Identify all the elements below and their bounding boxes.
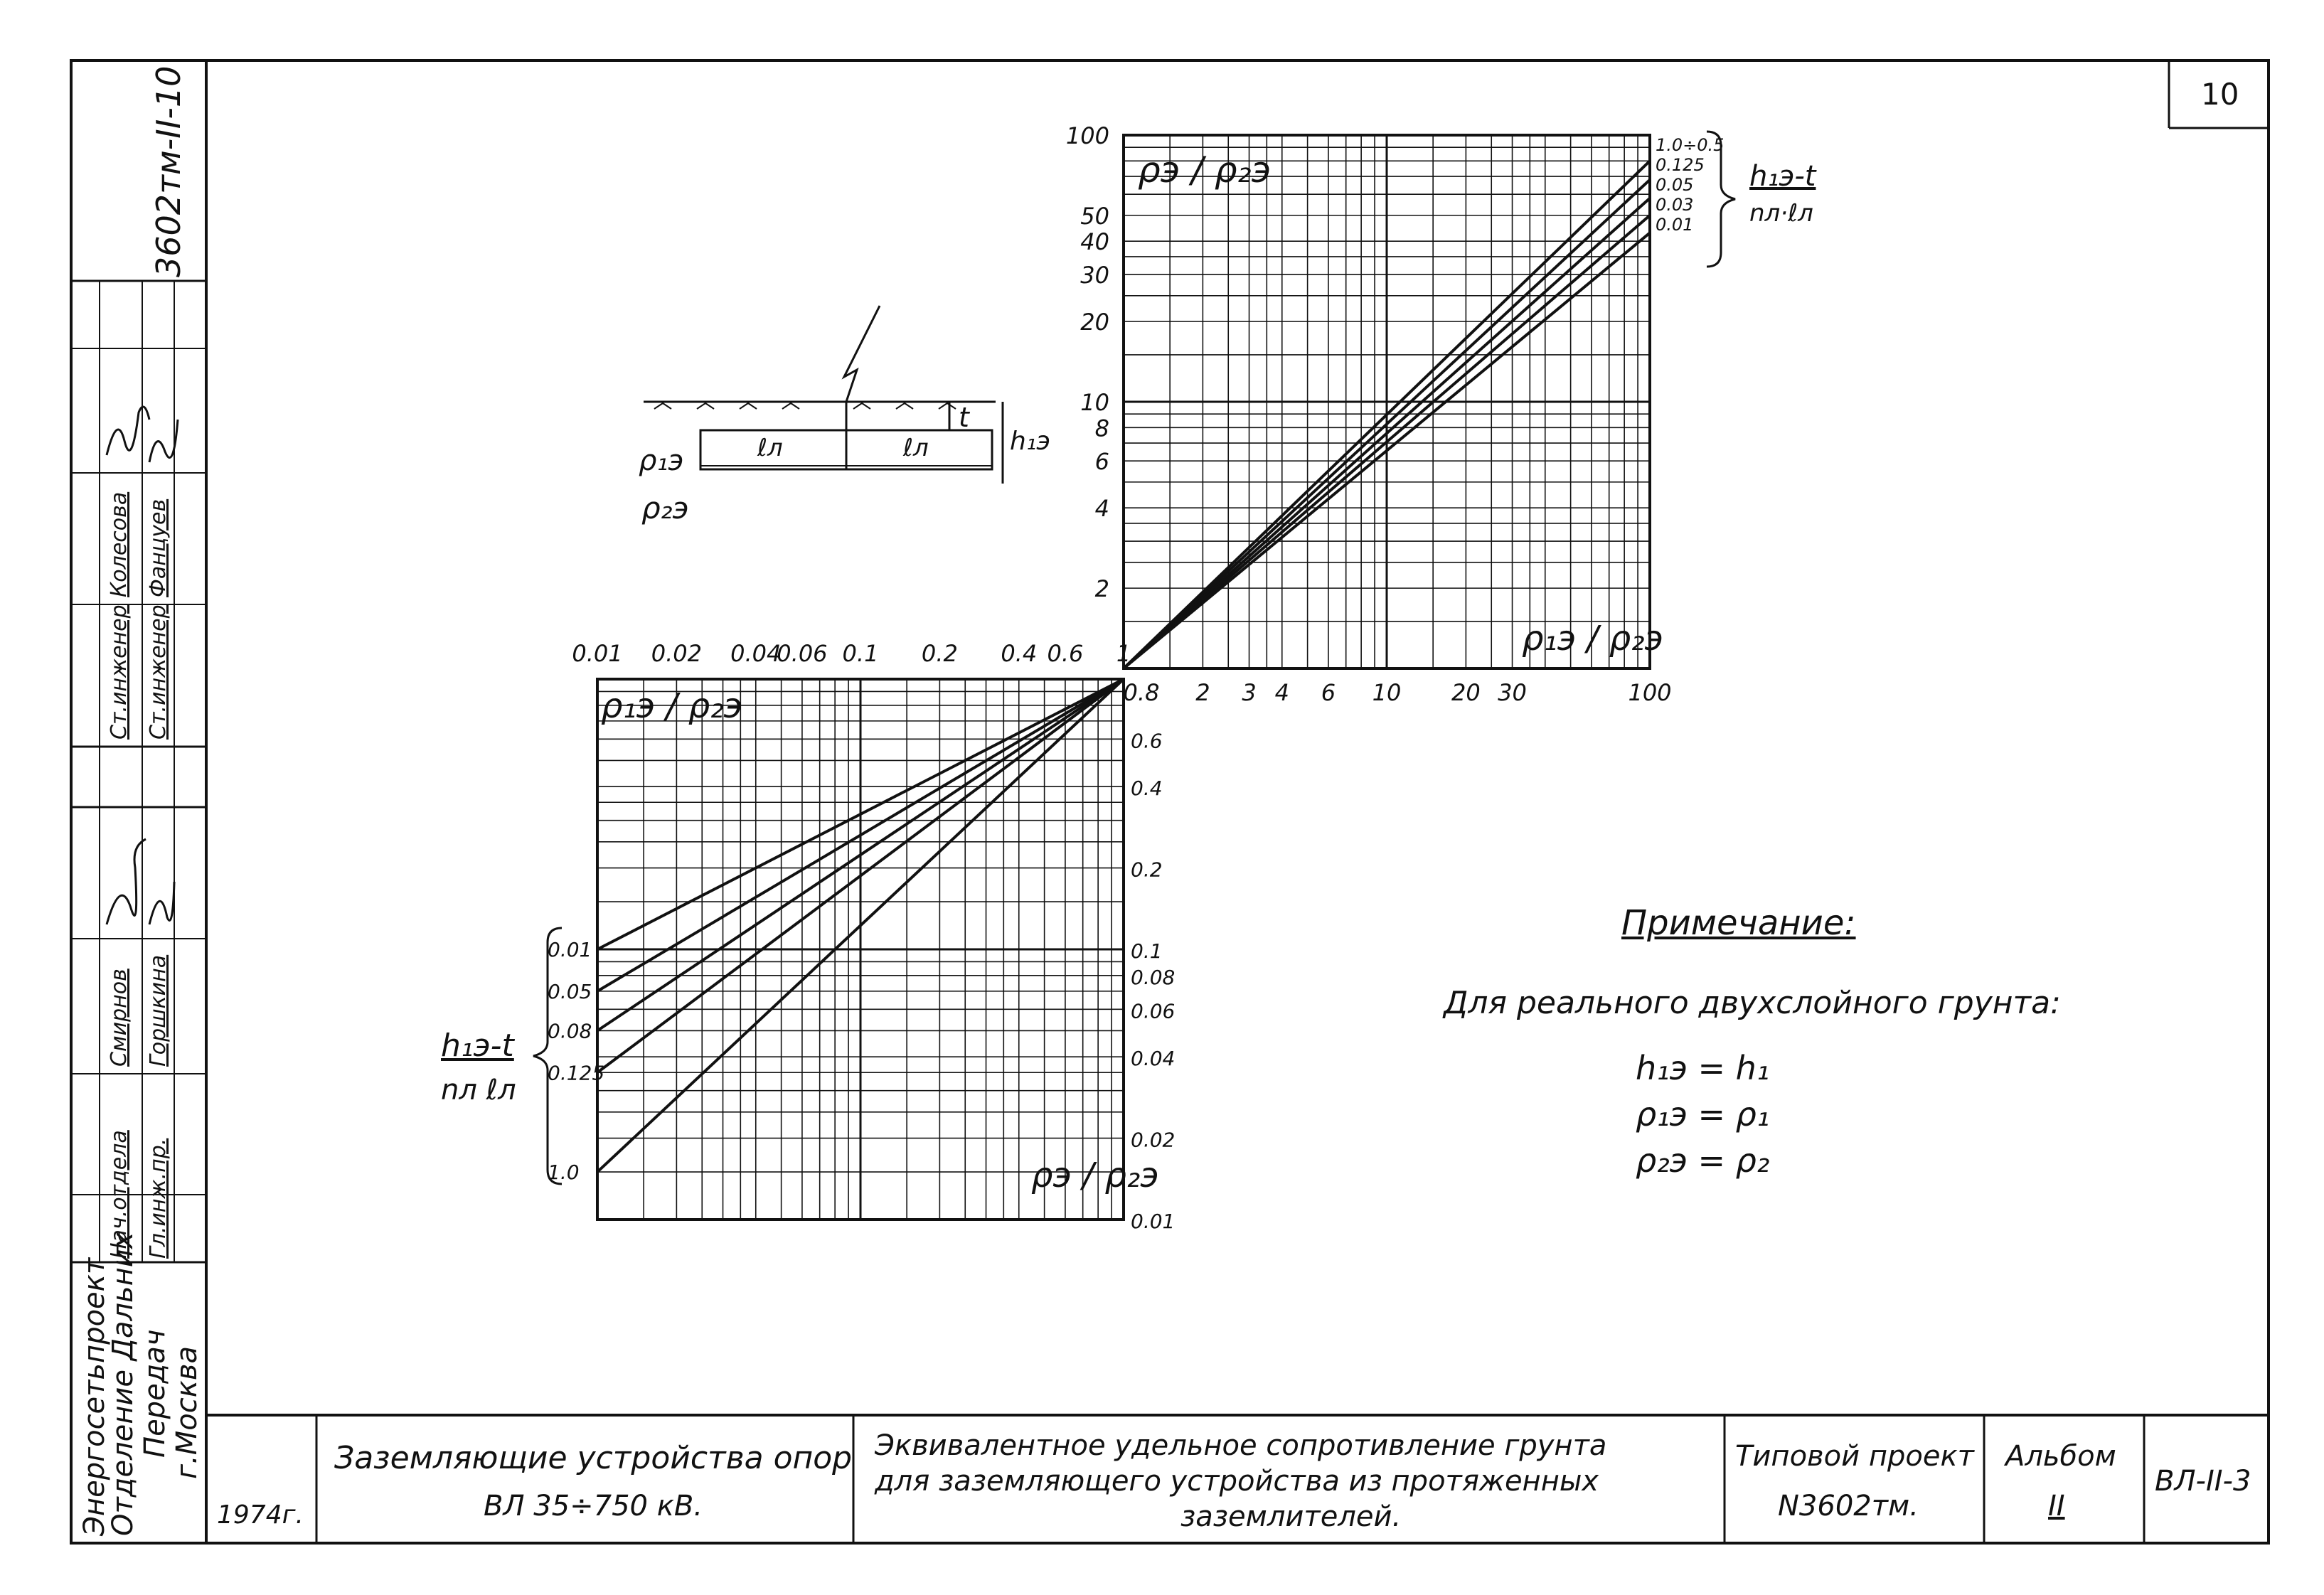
sketch-rho2: ρ₂э: [641, 491, 689, 526]
upper-chart-xlabel: ρ₁э / ρ₂э: [1522, 619, 1663, 658]
org-line-1: Энергосетьпроект: [78, 1257, 111, 1536]
upper-y-tick-9: 2: [1094, 575, 1109, 603]
sketch-rho1: ρ₁э: [639, 444, 684, 477]
org-line-2: Отделение Дальних: [107, 1232, 139, 1536]
lower-y-tick-0: 0.6: [1131, 729, 1163, 753]
lower-curve-label-4: 1.0: [548, 1161, 580, 1185]
lower-curve-label-1: 0.05: [548, 979, 592, 1003]
upper-chart-grid: [1124, 135, 1650, 668]
note-text: Для реального двухслойного грунта:: [1444, 985, 2061, 1021]
lower-x-tick-7: 0.6: [1047, 640, 1084, 667]
org-line-4: г.Москва: [171, 1346, 203, 1479]
sheet-number: 10: [2201, 77, 2239, 112]
sketch-l1: ℓл: [757, 434, 783, 462]
lower-param-den: nл ℓл: [441, 1074, 516, 1106]
upper-curve-label-3: 0.03: [1656, 195, 1694, 215]
lower-chart-title: ρ₁э / ρ₂э: [601, 686, 742, 726]
desc-line-2: для заземляющего устройства из протяженных: [875, 1465, 1599, 1498]
lower-chart-grid: [597, 679, 1124, 1220]
upper-param-num: h₁э-t: [1749, 160, 1816, 193]
upper-curve-label-4: 0.01: [1656, 215, 1694, 235]
lower-y-tick-3: 0.1: [1131, 939, 1163, 963]
lower-param-brace: [530, 924, 565, 1195]
upper-chart-title: ρэ / ρ₂э: [1138, 149, 1272, 191]
upper-x-tick-1: 2: [1195, 679, 1210, 706]
note-eq2: ρ₁э = ρ₁: [1636, 1095, 1770, 1133]
upper-y-tick-8: 4: [1094, 495, 1109, 523]
project-line-1: Типовой проект: [1735, 1440, 1974, 1473]
upper-y-tick-7: 6: [1094, 448, 1109, 476]
upper-x-tick-6: 20: [1451, 679, 1481, 706]
lower-x-tick-6: 0.4: [1001, 640, 1038, 667]
lower-param-num: h₁э-t: [441, 1028, 514, 1064]
lower-x-tick-8: 1: [1116, 640, 1131, 667]
upper-x-tick-7: 30: [1498, 679, 1527, 706]
lower-y-tick-6: 0.04: [1131, 1047, 1176, 1071]
sketch-l2: ℓл: [903, 434, 929, 462]
lower-y-tick-8: 0.01: [1131, 1210, 1176, 1233]
upper-y-tick-2: 40: [1080, 228, 1109, 256]
upper-param-brace: [1703, 128, 1746, 270]
desc-line-1: Эквивалентное удельное сопротивление грунта: [875, 1429, 1607, 1462]
upper-x-tick-2: 3: [1242, 679, 1257, 706]
upper-y-tick-3: 30: [1080, 262, 1109, 289]
stamp-name-4: Фанцуев: [146, 498, 171, 597]
lower-y-tick-2: 0.2: [1131, 858, 1163, 882]
upper-y-tick-5: 10: [1080, 389, 1109, 416]
upper-curve-label-1: 0.125: [1656, 155, 1705, 175]
stamp-role-1: Нач.отдела: [107, 1130, 132, 1259]
upper-x-tick-3: 4: [1274, 679, 1289, 706]
lower-curve-label-3: 0.125: [548, 1061, 605, 1085]
upper-y-tick-6: 8: [1094, 415, 1109, 442]
lower-chart-ticks: [572, 640, 1175, 1233]
upper-curve-label-2: 0.05: [1656, 175, 1694, 195]
lower-x-tick-2: 0.04: [730, 640, 782, 667]
lower-y-tick-5: 0.06: [1131, 999, 1176, 1023]
upper-y-tick-4: 20: [1080, 309, 1109, 336]
lower-x-tick-1: 0.02: [651, 640, 703, 667]
stamp-name-1: Смирнов: [107, 969, 132, 1067]
note-eq3: ρ₂э = ρ₂: [1636, 1141, 1770, 1180]
sheet-code: ВЛ-II-3: [2155, 1465, 2251, 1498]
org-line-3: Передач: [139, 1329, 171, 1458]
note-title: Примечание:: [1621, 903, 1856, 943]
lower-x-tick-3: 0.06: [777, 640, 828, 667]
lower-curve-label-2: 0.08: [548, 1019, 592, 1043]
upper-y-tick-0: 100: [1065, 122, 1109, 149]
lower-y-tick-7: 0.02: [1131, 1128, 1176, 1152]
lower-curve-label-0: 0.01: [548, 938, 592, 961]
upper-curve-label-0: 1.0÷0.5: [1656, 135, 1725, 155]
note-eq1: h₁э = h₁: [1636, 1049, 1770, 1087]
sketch-h: h₁э: [1010, 427, 1051, 456]
sketch-t: t: [959, 402, 969, 433]
desc-line-3: заземлителей.: [1180, 1500, 1402, 1533]
upper-y-tick-1: 50: [1080, 202, 1109, 230]
album-number: II: [2048, 1490, 2065, 1522]
lower-y-tick-4: 0.08: [1131, 965, 1176, 989]
project-line-2: N3602тм.: [1778, 1490, 1919, 1522]
stamp-role-4: Ст.инженер: [146, 604, 171, 740]
upper-x-tick-0: 0.8: [1123, 679, 1160, 706]
stamp-name-3: Колесова: [107, 491, 132, 597]
upper-x-tick-8: 100: [1628, 679, 1672, 706]
stamp-role-2: Гл.инж.пр.: [146, 1138, 171, 1259]
lower-x-tick-0: 0.01: [572, 640, 623, 667]
album-label: Альбом: [2005, 1440, 2116, 1473]
stamp-role-3: Ст.инженер: [107, 604, 132, 740]
doc-code-vertical: 3602тм-II-10: [149, 65, 188, 277]
upper-x-tick-4: 6: [1321, 679, 1336, 706]
lower-x-tick-4: 0.1: [842, 640, 879, 667]
lower-y-tick-1: 0.4: [1131, 777, 1163, 801]
lower-x-tick-5: 0.2: [921, 640, 958, 667]
title-line-1: Заземляющие устройства опор: [334, 1440, 853, 1476]
stamp-name-2: Горшкина: [146, 954, 171, 1067]
upper-x-tick-5: 10: [1372, 679, 1402, 706]
title-line-2: ВЛ 35÷750 кВ.: [484, 1490, 703, 1522]
year: 1974г.: [217, 1500, 304, 1530]
lower-chart-ylabel: ρэ / ρ₂э: [1031, 1156, 1159, 1195]
upper-param-den: nл·ℓл: [1749, 199, 1813, 228]
